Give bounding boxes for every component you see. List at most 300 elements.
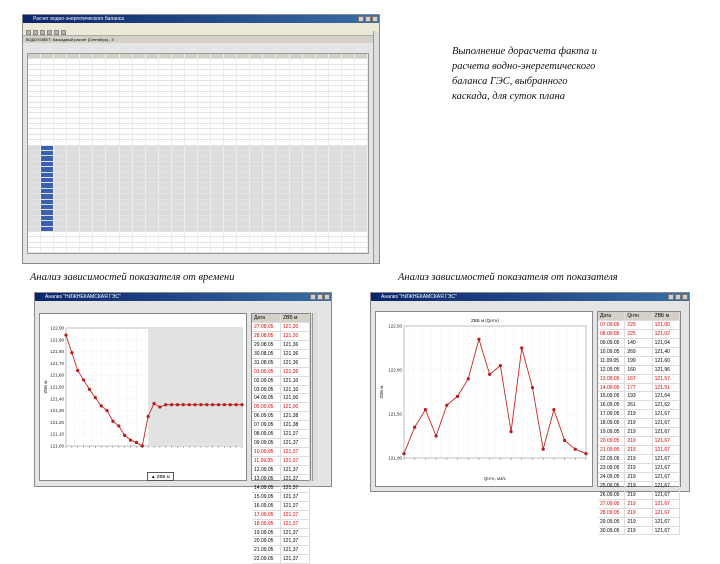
grid-cell[interactable] [106, 200, 119, 204]
grid-cell[interactable] [67, 97, 80, 101]
grid-cell[interactable] [80, 59, 93, 63]
grid-cell[interactable] [172, 167, 185, 171]
table-row[interactable] [598, 357, 680, 366]
grid-cell[interactable] [93, 86, 106, 90]
grid-cell[interactable] [316, 129, 329, 133]
grid-cell[interactable] [41, 173, 54, 177]
grid-cell[interactable] [67, 210, 80, 214]
grid-cell[interactable] [224, 54, 237, 58]
grid-cell[interactable] [146, 140, 159, 144]
grid-cell[interactable] [342, 86, 355, 90]
grid-cell[interactable] [198, 248, 211, 252]
grid-cell[interactable] [250, 243, 263, 247]
grid-cell[interactable] [276, 156, 289, 160]
grid-cell[interactable] [290, 70, 303, 74]
grid-cell[interactable] [290, 248, 303, 252]
grid-cell[interactable] [250, 135, 263, 139]
grid-cell[interactable] [93, 135, 106, 139]
grid-cell[interactable] [263, 81, 276, 85]
grid-cell[interactable] [250, 59, 263, 63]
grid-cell[interactable] [198, 54, 211, 58]
grid-cell[interactable] [224, 151, 237, 155]
grid-cell[interactable] [80, 221, 93, 225]
grid-cell[interactable] [329, 205, 342, 209]
grid-cell[interactable] [316, 54, 329, 58]
grid-cell[interactable] [237, 173, 250, 177]
grid-cell[interactable] [211, 167, 224, 171]
grid-cell[interactable] [290, 232, 303, 236]
grid-cell[interactable] [133, 124, 146, 128]
grid-cell[interactable] [224, 146, 237, 150]
grid-cell[interactable] [172, 194, 185, 198]
grid-cell[interactable] [54, 200, 67, 204]
grid-cell[interactable] [106, 243, 119, 247]
grid-cell[interactable] [224, 210, 237, 214]
grid-cell[interactable] [67, 156, 80, 160]
grid-cell[interactable] [41, 216, 54, 220]
table-row[interactable] [598, 527, 680, 536]
grid-cell[interactable] [276, 119, 289, 123]
grid-cell[interactable] [185, 167, 198, 171]
grid-cell[interactable] [355, 54, 368, 58]
grid-cell[interactable] [120, 65, 133, 69]
maximize-icon[interactable] [675, 294, 681, 300]
grid-cell[interactable] [133, 97, 146, 101]
grid-cell[interactable] [172, 59, 185, 63]
grid-cell[interactable] [159, 119, 172, 123]
table-row[interactable] [252, 502, 310, 511]
grid-cell[interactable] [146, 86, 159, 90]
grid-cell[interactable] [67, 194, 80, 198]
grid-cell[interactable] [41, 86, 54, 90]
grid-cell[interactable] [159, 194, 172, 198]
grid-cell[interactable] [263, 140, 276, 144]
grid-cell[interactable] [237, 194, 250, 198]
grid-cell[interactable] [224, 243, 237, 247]
grid-cell[interactable] [276, 227, 289, 231]
grid-cell[interactable] [303, 237, 316, 241]
grid-cell[interactable] [120, 108, 133, 112]
grid-cell[interactable] [54, 232, 67, 236]
grid-cell[interactable] [120, 189, 133, 193]
grid-cell[interactable] [329, 129, 342, 133]
grid-cell[interactable] [237, 232, 250, 236]
grid-cell[interactable] [41, 243, 54, 247]
grid-cell[interactable] [237, 108, 250, 112]
grid-cell[interactable] [329, 65, 342, 69]
grid-cell[interactable] [28, 86, 41, 90]
toolbar[interactable] [23, 29, 379, 36]
grid-cell[interactable] [211, 81, 224, 85]
grid-cell[interactable] [67, 162, 80, 166]
grid-cell[interactable] [211, 97, 224, 101]
grid-cell[interactable] [224, 194, 237, 198]
grid-cell[interactable] [303, 81, 316, 85]
grid-cell[interactable] [80, 173, 93, 177]
grid-cell[interactable] [237, 167, 250, 171]
grid-cell[interactable] [342, 210, 355, 214]
grid-cell[interactable] [211, 200, 224, 204]
grid-cell[interactable] [211, 103, 224, 107]
grid-cell[interactable] [106, 135, 119, 139]
grid-row[interactable] [28, 248, 368, 253]
grid-cell[interactable] [54, 59, 67, 63]
grid-cell[interactable] [276, 54, 289, 58]
grid-cell[interactable] [355, 183, 368, 187]
grid-cell[interactable] [172, 70, 185, 74]
grid-cell[interactable] [106, 237, 119, 241]
grid-cell[interactable] [172, 232, 185, 236]
grid-cell[interactable] [290, 92, 303, 96]
grid-cell[interactable] [185, 232, 198, 236]
grid-cell[interactable] [28, 92, 41, 96]
grid-cell[interactable] [133, 248, 146, 252]
grid-cell[interactable] [329, 81, 342, 85]
grid-cell[interactable] [120, 151, 133, 155]
grid-cell[interactable] [224, 65, 237, 69]
grid-cell[interactable] [342, 173, 355, 177]
grid-cell[interactable] [276, 86, 289, 90]
grid-cell[interactable] [342, 119, 355, 123]
grid-cell[interactable] [106, 140, 119, 144]
grid-cell[interactable] [355, 173, 368, 177]
grid-cell[interactable] [80, 124, 93, 128]
grid-cell[interactable] [237, 216, 250, 220]
grid-cell[interactable] [28, 248, 41, 252]
table-row[interactable] [252, 537, 310, 546]
grid-cell[interactable] [133, 92, 146, 96]
grid-cell[interactable] [263, 189, 276, 193]
grid-cell[interactable] [172, 108, 185, 112]
table-row[interactable] [598, 518, 680, 527]
grid-cell[interactable] [250, 119, 263, 123]
grid-cell[interactable] [28, 124, 41, 128]
grid-cell[interactable] [316, 59, 329, 63]
grid-cell[interactable] [146, 167, 159, 171]
grid-cell[interactable] [224, 81, 237, 85]
grid-cell[interactable] [303, 194, 316, 198]
grid-cell[interactable] [355, 97, 368, 101]
grid-cell[interactable] [120, 103, 133, 107]
table-row[interactable] [598, 321, 680, 330]
grid-cell[interactable] [185, 173, 198, 177]
grid-cell[interactable] [28, 119, 41, 123]
grid-cell[interactable] [355, 59, 368, 63]
grid-cell[interactable] [93, 183, 106, 187]
grid-cell[interactable] [303, 205, 316, 209]
grid-cell[interactable] [263, 124, 276, 128]
grid-cell[interactable] [237, 248, 250, 252]
table-row[interactable] [252, 430, 310, 439]
grid-cell[interactable] [355, 119, 368, 123]
grid-cell[interactable] [54, 81, 67, 85]
grid-cell[interactable] [290, 81, 303, 85]
column-header[interactable]: ZВБ м [653, 312, 680, 320]
grid-cell[interactable] [41, 162, 54, 166]
grid-cell[interactable] [146, 178, 159, 182]
grid-cell[interactable] [120, 140, 133, 144]
grid-cell[interactable] [159, 103, 172, 107]
grid-cell[interactable] [224, 178, 237, 182]
grid-cell[interactable] [54, 140, 67, 144]
table-row[interactable] [252, 475, 310, 484]
grid-cell[interactable] [250, 194, 263, 198]
table-row[interactable] [252, 421, 310, 430]
grid-cell[interactable] [146, 129, 159, 133]
grid-cell[interactable] [106, 221, 119, 225]
grid-cell[interactable] [54, 237, 67, 241]
grid-cell[interactable] [146, 108, 159, 112]
grid-cell[interactable] [342, 140, 355, 144]
grid-cell[interactable] [67, 119, 80, 123]
grid-cell[interactable] [133, 200, 146, 204]
grid-cell[interactable] [303, 173, 316, 177]
grid-cell[interactable] [342, 59, 355, 63]
grid-cell[interactable] [329, 167, 342, 171]
table-row[interactable] [598, 384, 680, 393]
grid-cell[interactable] [316, 124, 329, 128]
grid-cell[interactable] [67, 146, 80, 150]
grid-cell[interactable] [54, 162, 67, 166]
grid-cell[interactable] [106, 227, 119, 231]
grid-cell[interactable] [133, 119, 146, 123]
table-row[interactable] [252, 466, 310, 475]
grid-cell[interactable] [146, 248, 159, 252]
grid-cell[interactable] [28, 232, 41, 236]
grid-cell[interactable] [133, 178, 146, 182]
grid-cell[interactable] [237, 103, 250, 107]
grid-cell[interactable] [120, 81, 133, 85]
grid-cell[interactable] [185, 205, 198, 209]
grid-cell[interactable] [106, 65, 119, 69]
grid-cell[interactable] [224, 124, 237, 128]
table-row[interactable] [598, 500, 680, 509]
grid-cell[interactable] [28, 227, 41, 231]
grid-cell[interactable] [146, 65, 159, 69]
grid-cell[interactable] [198, 156, 211, 160]
grid-cell[interactable] [224, 183, 237, 187]
grid-cell[interactable] [198, 167, 211, 171]
grid-cell[interactable] [329, 54, 342, 58]
grid-cell[interactable] [224, 216, 237, 220]
grid-cell[interactable] [41, 167, 54, 171]
grid-cell[interactable] [120, 210, 133, 214]
grid-cell[interactable] [355, 146, 368, 150]
grid-cell[interactable] [159, 205, 172, 209]
grid-cell[interactable] [316, 194, 329, 198]
grid-cell[interactable] [263, 76, 276, 80]
grid-cell[interactable] [106, 183, 119, 187]
grid-cell[interactable] [67, 173, 80, 177]
grid-cell[interactable] [159, 232, 172, 236]
grid-cell[interactable] [41, 146, 54, 150]
grid-cell[interactable] [290, 76, 303, 80]
grid-cell[interactable] [93, 167, 106, 171]
grid-cell[interactable] [41, 232, 54, 236]
grid-cell[interactable] [316, 108, 329, 112]
grid-cell[interactable] [211, 119, 224, 123]
grid-cell[interactable] [316, 81, 329, 85]
grid-cell[interactable] [276, 210, 289, 214]
grid-cell[interactable] [93, 205, 106, 209]
grid-cell[interactable] [80, 183, 93, 187]
grid-cell[interactable] [28, 140, 41, 144]
grid-cell[interactable] [329, 59, 342, 63]
grid-cell[interactable] [54, 97, 67, 101]
grid-cell[interactable] [316, 221, 329, 225]
grid-cell[interactable] [67, 205, 80, 209]
grid-cell[interactable] [263, 194, 276, 198]
grid-cell[interactable] [146, 243, 159, 247]
grid-cell[interactable] [172, 129, 185, 133]
grid-cell[interactable] [146, 97, 159, 101]
grid-cell[interactable] [198, 178, 211, 182]
grid-cell[interactable] [185, 189, 198, 193]
grid-cell[interactable] [172, 227, 185, 231]
grid-cell[interactable] [198, 113, 211, 117]
grid-cell[interactable] [329, 183, 342, 187]
table-row[interactable] [252, 484, 310, 493]
grid-cell[interactable] [28, 178, 41, 182]
grid-cell[interactable] [120, 221, 133, 225]
grid-cell[interactable] [316, 162, 329, 166]
grid-cell[interactable] [316, 243, 329, 247]
grid-cell[interactable] [120, 162, 133, 166]
grid-cell[interactable] [159, 162, 172, 166]
grid-cell[interactable] [250, 92, 263, 96]
grid-cell[interactable] [67, 124, 80, 128]
tool-icon[interactable] [40, 30, 45, 35]
grid-cell[interactable] [355, 167, 368, 171]
grid-cell[interactable] [342, 129, 355, 133]
grid-cell[interactable] [80, 156, 93, 160]
grid-cell[interactable] [41, 248, 54, 252]
grid-cell[interactable] [28, 70, 41, 74]
grid-cell[interactable] [120, 113, 133, 117]
grid-cell[interactable] [237, 140, 250, 144]
table-row[interactable] [252, 403, 310, 412]
table-row[interactable] [252, 386, 310, 395]
grid-cell[interactable] [316, 183, 329, 187]
grid-cell[interactable] [54, 227, 67, 231]
grid-cell[interactable] [28, 216, 41, 220]
grid-cell[interactable] [133, 146, 146, 150]
grid-cell[interactable] [250, 221, 263, 225]
grid-cell[interactable] [276, 151, 289, 155]
grid-cell[interactable] [133, 189, 146, 193]
grid-cell[interactable] [146, 59, 159, 63]
grid-cell[interactable] [185, 76, 198, 80]
grid-cell[interactable] [80, 210, 93, 214]
grid-cell[interactable] [67, 92, 80, 96]
grid-cell[interactable] [224, 156, 237, 160]
grid-cell[interactable] [303, 162, 316, 166]
grid-cell[interactable] [237, 183, 250, 187]
grid-cell[interactable] [133, 135, 146, 139]
grid-cell[interactable] [28, 189, 41, 193]
grid-cell[interactable] [54, 65, 67, 69]
grid-cell[interactable] [198, 65, 211, 69]
grid-cell[interactable] [276, 173, 289, 177]
grid-cell[interactable] [263, 103, 276, 107]
grid-cell[interactable] [93, 103, 106, 107]
grid-cell[interactable] [290, 103, 303, 107]
grid-cell[interactable] [93, 200, 106, 204]
grid-cell[interactable] [80, 243, 93, 247]
grid-cell[interactable] [316, 135, 329, 139]
grid-cell[interactable] [133, 210, 146, 214]
grid-cell[interactable] [80, 135, 93, 139]
grid-cell[interactable] [198, 103, 211, 107]
table-row[interactable] [252, 323, 310, 332]
grid-cell[interactable] [342, 237, 355, 241]
grid-cell[interactable] [41, 183, 54, 187]
grid-cell[interactable] [172, 97, 185, 101]
grid-cell[interactable] [106, 232, 119, 236]
grid-cell[interactable] [342, 232, 355, 236]
grid-cell[interactable] [303, 167, 316, 171]
grid-cell[interactable] [263, 232, 276, 236]
grid-cell[interactable] [106, 97, 119, 101]
grid-cell[interactable] [120, 167, 133, 171]
grid-cell[interactable] [342, 178, 355, 182]
grid-cell[interactable] [80, 162, 93, 166]
grid-cell[interactable] [54, 183, 67, 187]
grid-cell[interactable] [329, 216, 342, 220]
grid-cell[interactable] [342, 151, 355, 155]
grid-cell[interactable] [290, 162, 303, 166]
grid-cell[interactable] [41, 151, 54, 155]
grid-cell[interactable] [276, 205, 289, 209]
grid-cell[interactable] [133, 205, 146, 209]
grid-cell[interactable] [80, 103, 93, 107]
grid-cell[interactable] [146, 232, 159, 236]
table-row[interactable] [598, 375, 680, 384]
grid-cell[interactable] [67, 189, 80, 193]
grid-cell[interactable] [290, 216, 303, 220]
grid-cell[interactable] [172, 216, 185, 220]
grid-cell[interactable] [133, 108, 146, 112]
grid-cell[interactable] [211, 140, 224, 144]
grid-cell[interactable] [224, 135, 237, 139]
grid-cell[interactable] [41, 92, 54, 96]
grid-cell[interactable] [133, 140, 146, 144]
grid-cell[interactable] [263, 119, 276, 123]
grid-cell[interactable] [172, 124, 185, 128]
grid-cell[interactable] [185, 59, 198, 63]
table-row[interactable] [252, 350, 310, 359]
grid-cell[interactable] [80, 151, 93, 155]
grid-cell[interactable] [290, 65, 303, 69]
grid-cell[interactable] [250, 103, 263, 107]
grid-cell[interactable] [290, 178, 303, 182]
grid-cell[interactable] [172, 173, 185, 177]
grid-cell[interactable] [329, 92, 342, 96]
grid-cell[interactable] [316, 232, 329, 236]
grid-cell[interactable] [185, 178, 198, 182]
grid-cell[interactable] [185, 129, 198, 133]
grid-cell[interactable] [237, 70, 250, 74]
grid-cell[interactable] [198, 59, 211, 63]
grid-cell[interactable] [80, 194, 93, 198]
grid-cell[interactable] [159, 151, 172, 155]
grid-cell[interactable] [290, 183, 303, 187]
grid-cell[interactable] [211, 54, 224, 58]
column-header[interactable]: Дата [598, 312, 625, 320]
grid-cell[interactable] [41, 205, 54, 209]
tool-icon[interactable] [47, 30, 52, 35]
grid-cell[interactable] [54, 156, 67, 160]
